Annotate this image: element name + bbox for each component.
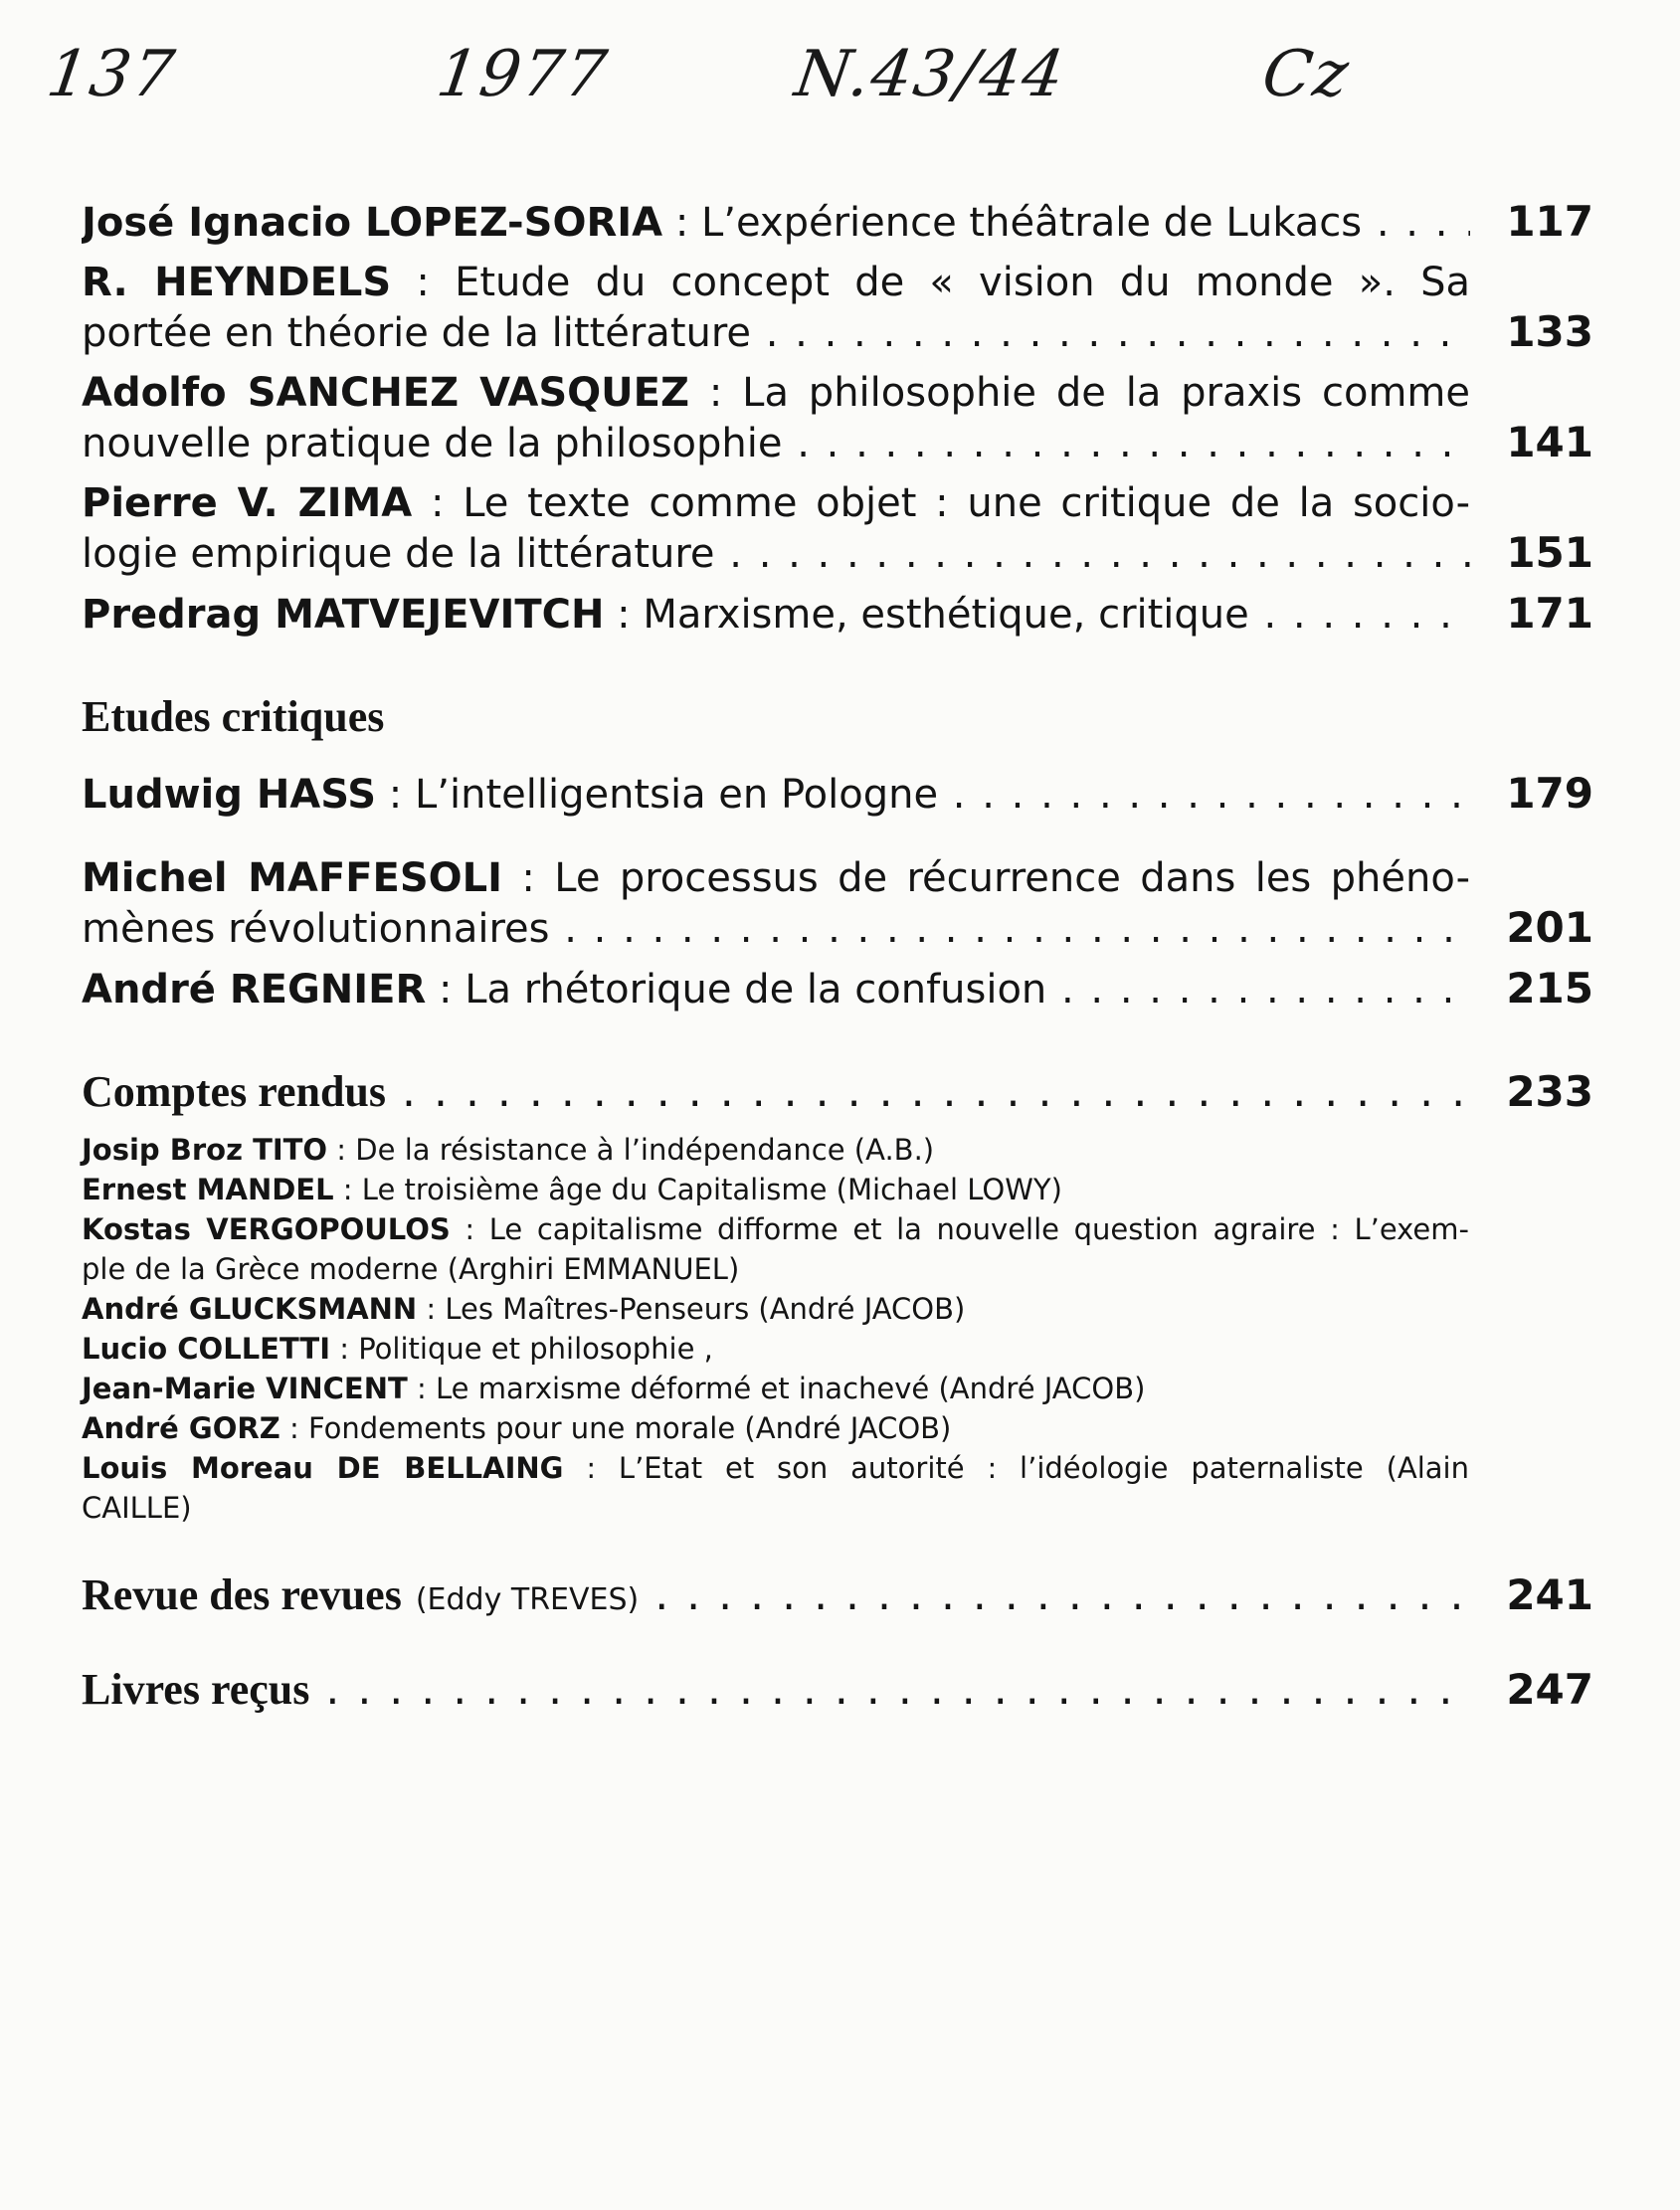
entry-title: portée en théorie de la littérature . . . — [82, 308, 1470, 358]
entry-author: Pierre V. ZIMA — [82, 480, 413, 526]
review-text: : L’Etat et son autorité : l’idéologie paternaliste (Alain — [563, 1451, 1469, 1485]
toc-entry-livres — [82, 1662, 1593, 1718]
handwritten-shelf-number: 137 — [42, 38, 181, 111]
entry-author: Predrag MATVEJEVITCH — [82, 592, 605, 638]
entry-page: 179 — [1506, 769, 1593, 818]
review-item — [82, 1329, 1469, 1369]
entry-title: nouvelle pratique de la philosophie . . . — [82, 419, 1470, 468]
section-heading-etudes: Etudes critiques — [82, 692, 385, 741]
entry-title: mènes révolutionnaires . . . — [82, 904, 1470, 954]
table-of-contents — [82, 197, 1593, 1728]
entry-title: : Marxisme, esthétique, critique — [604, 592, 1249, 638]
review-author: André GLUCKSMANN — [82, 1292, 418, 1326]
entry-page: 141 — [1506, 418, 1593, 466]
entry-author: José Ignacio LOPEZ-SORIA — [82, 200, 663, 246]
entry-page: 201 — [1506, 903, 1593, 952]
review-text: : De la résistance à l’indépendance (A.B.) — [327, 1133, 935, 1167]
review-author: Josip Broz TITO — [82, 1133, 328, 1167]
toc-entry — [82, 368, 1593, 468]
review-item — [82, 1408, 1469, 1448]
entry-page: 151 — [1506, 528, 1593, 577]
review-author: Kostas VERGOPOULOS — [82, 1212, 451, 1246]
entry-page: 215 — [1506, 964, 1593, 1013]
review-author: André GORZ — [82, 1411, 280, 1445]
entry-page: 117 — [1506, 197, 1593, 246]
review-item — [82, 1130, 1469, 1170]
review-author: Ernest MANDEL — [82, 1173, 334, 1206]
toc-entry — [82, 589, 1593, 640]
review-item — [82, 1448, 1469, 1488]
entry-author: Ludwig HASS — [82, 772, 377, 818]
review-text: : Le marxisme déformé et inachevé (André JACOB) — [407, 1372, 1146, 1405]
section-heading-revue: Revue des revues — [82, 1570, 402, 1619]
section-heading-comptes: Comptes rendus — [82, 1067, 387, 1116]
toc-entry — [82, 964, 1593, 1014]
review-item — [82, 1170, 1469, 1209]
entry-author: R. HEYNDELS — [82, 260, 392, 305]
toc-entry-comptes-rendus — [82, 1064, 1593, 1120]
review-text: : Le capitalisme difforme et la nouvelle question agraire : L’exem- — [450, 1212, 1469, 1246]
review-item-continuation: ple de la Grèce moderne (Arghiri EMMANUEL) — [82, 1252, 740, 1286]
toc-entry — [82, 769, 1593, 820]
review-item — [82, 1369, 1469, 1408]
entry-page: 247 — [1506, 1665, 1593, 1714]
review-author: Lucio COLLETTI — [82, 1332, 330, 1366]
reviews-list — [82, 1130, 1469, 1528]
handwritten-issue: N.43/44 — [790, 38, 1070, 111]
toc-entry — [82, 197, 1593, 248]
entry-page: 133 — [1506, 307, 1593, 356]
handwritten-code: Cz — [1257, 38, 1355, 111]
review-item-continuation: CAILLE) — [82, 1491, 192, 1525]
review-text: : Fondements pour une morale (André JACOB) — [280, 1411, 952, 1445]
revue-contributor: (Eddy TREVES) — [415, 1582, 640, 1617]
entry-author: André REGNIER — [82, 967, 427, 1013]
entry-author: Michel MAFFESOLI — [82, 855, 503, 901]
entry-page: 171 — [1506, 589, 1593, 638]
entry-title: : L’intelligentsia en Pologne — [376, 772, 939, 818]
review-author: Jean-Marie VINCENT — [82, 1372, 408, 1405]
toc-entry — [82, 853, 1593, 954]
review-text: : Les Maîtres-Penseurs (André JACOB) — [417, 1292, 966, 1326]
review-text: : Politique et philosophie , — [330, 1332, 713, 1366]
review-author: Louis Moreau DE BELLAING — [82, 1451, 564, 1485]
handwritten-annotations — [0, 20, 1680, 139]
toc-entry — [82, 478, 1593, 579]
entry-page: 233 — [1506, 1067, 1593, 1116]
handwritten-year: 1977 — [432, 38, 614, 111]
entry-title-line1: : Le processus de récurrence dans les phéno- — [502, 855, 1470, 901]
entry-author: Adolfo SANCHEZ VASQUEZ — [82, 370, 689, 416]
toc-entry — [82, 258, 1593, 358]
entry-title-line1: : La philosophie de la praxis comme — [689, 370, 1470, 416]
entry-title: : L’expérience théâtrale de Lukacs — [662, 200, 1363, 246]
toc-entry-revue — [82, 1567, 1593, 1628]
entry-title-line1: : Le texte comme objet : une critique de la socio- — [412, 480, 1471, 526]
entry-title-line1: : Etude du concept de « vision du monde ». Sa — [391, 260, 1470, 305]
entry-title: logie empirique de la littérature . . . — [82, 529, 1470, 579]
review-item — [82, 1289, 1469, 1329]
entry-title: : La rhétorique de la confusion — [426, 967, 1047, 1013]
section-heading-livres: Livres reçus — [82, 1665, 310, 1714]
entry-page: 241 — [1506, 1570, 1593, 1619]
review-text: : Le troisième âge du Capitalisme (Michael LOWY) — [333, 1173, 1062, 1206]
review-item — [82, 1209, 1469, 1249]
